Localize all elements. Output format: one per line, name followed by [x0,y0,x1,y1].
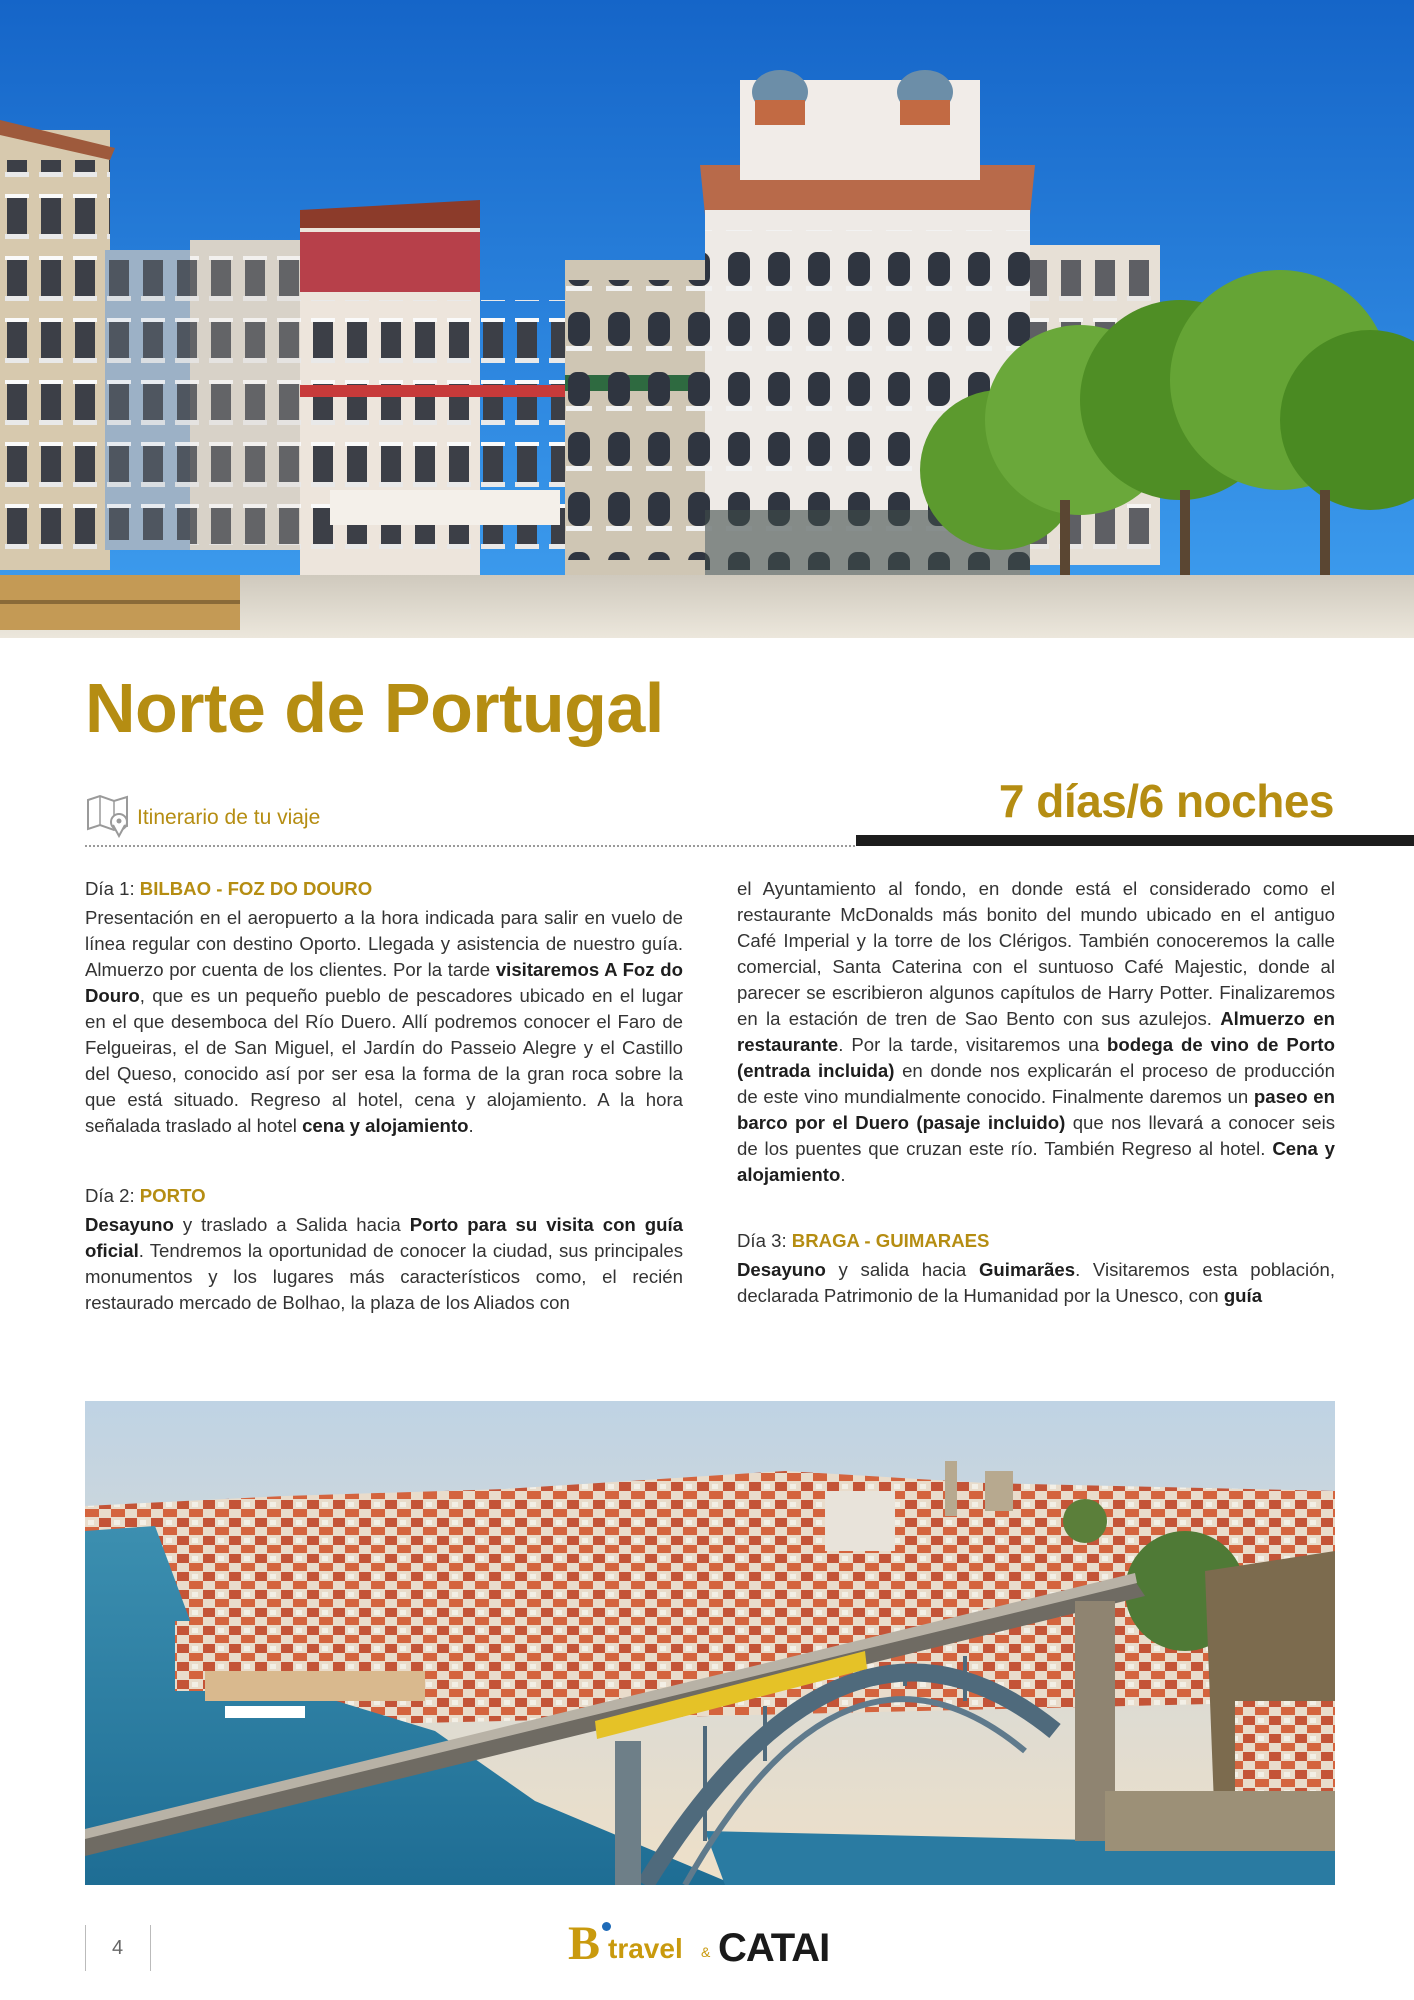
day-1-title: BILBAO - FOZ DO DOURO [139,878,373,899]
day-2-title: PORTO [139,1185,206,1206]
day-1-number: Día 1: [85,878,140,899]
page-title: Norte de Portugal [85,669,664,747]
day-1-heading [85,876,683,902]
footer-divider-right [150,1925,151,1971]
day-2-heading [85,1183,683,1209]
hero-photo-guimaraes [0,0,1414,638]
text-column-right [737,876,1335,1309]
itinerary-label: Itinerario de tu viaje [137,806,321,829]
day-3-title: BRAGA - GUIMARAES [791,1230,990,1251]
logo-dot [602,1922,611,1931]
logo-catai: CATAI [718,1926,830,1970]
dotted-divider [85,845,855,847]
logo-b: B [568,1917,601,1970]
day-1-description: Presentación en el aeropuerto a la hora indicada para salir en vuelo de línea regular con destino Oporto. Llegada y asistencia de nuestro guía. Almuerzo por cuenta de los clientes. Por la tarde visitaremos A Foz do Douro, que es un pequeño pueblo de pescadores ubicado en el lugar en el que desemboca del Río Duero. Allí podremos conocer el Faro de Felgueiras, el de San Miguel, el Jardín do Passeio Alegre y el Castillo del Queso, conocido así por ser esa la forma de la gran roca sobre la que está situado. Regreso al hotel, cena y alojamiento. A la hora señalada traslado al hotel cena y alojamiento. [85,907,683,1136]
logo-travel: travel [608,1933,683,1964]
footer-divider-left [85,1925,86,1971]
duration-underline-bar [856,835,1414,846]
day-2-description: Desayuno y traslado a Salida hacia Porto para su visita con guía oficial. Tendremos la oportunidad de conocer la ciudad, sus principales monumentos y los lugares más característicos como, el recién restaurado mercado de Bolhao, la plaza de los Aliados con [85,1214,683,1313]
text-column-left [85,876,683,1316]
trip-duration: 7 días/6 noches [998,775,1334,827]
page-number: 4 [112,1937,124,1959]
day-2-number: Día 2: [85,1185,140,1206]
porto-bridge-photo [85,1401,1335,1885]
day-3-description: Desayuno y salida hacia Guimarães. Visitaremos esta población, declarada Patrimonio de la Humanidad por la Unesco, con guía [737,1259,1336,1306]
btravel-catai-logo [568,1916,848,1976]
day-3-heading [737,1228,1335,1254]
itinerary-header [85,792,855,844]
map-pin-icon [85,792,131,838]
day-2-description-continued: el Ayuntamiento al fondo, en donde está el considerado como el restaurante McDonalds más bonito del mundo ubicado en el antiguo Café Imperial y la torre de los Clérigos. También conoceremos la calle comercial, Santa Caterina con el suntuoso Café Majestic, donde al parecer se escribieron algunos capítulos de Harry Potter. Finalizaremos en la estación de tren de Sao Bento con sus azulejos. Almuerzo en restaurante. Por la tarde, visitaremos una bodega de vino de Porto (entrada incluida) en donde nos explicarán el proceso de producción de este vino mundialmente conocido. Finalmente daremos un paseo en barco por el Duero (pasaje incluido) que nos llevará a conocer seis de los puentes que cruzan este río. También Regreso al hotel. Cena y alojamiento. [737,878,1336,1185]
logo-ampersand: & [701,1944,711,1960]
day-3-number: Día 3: [737,1230,792,1251]
